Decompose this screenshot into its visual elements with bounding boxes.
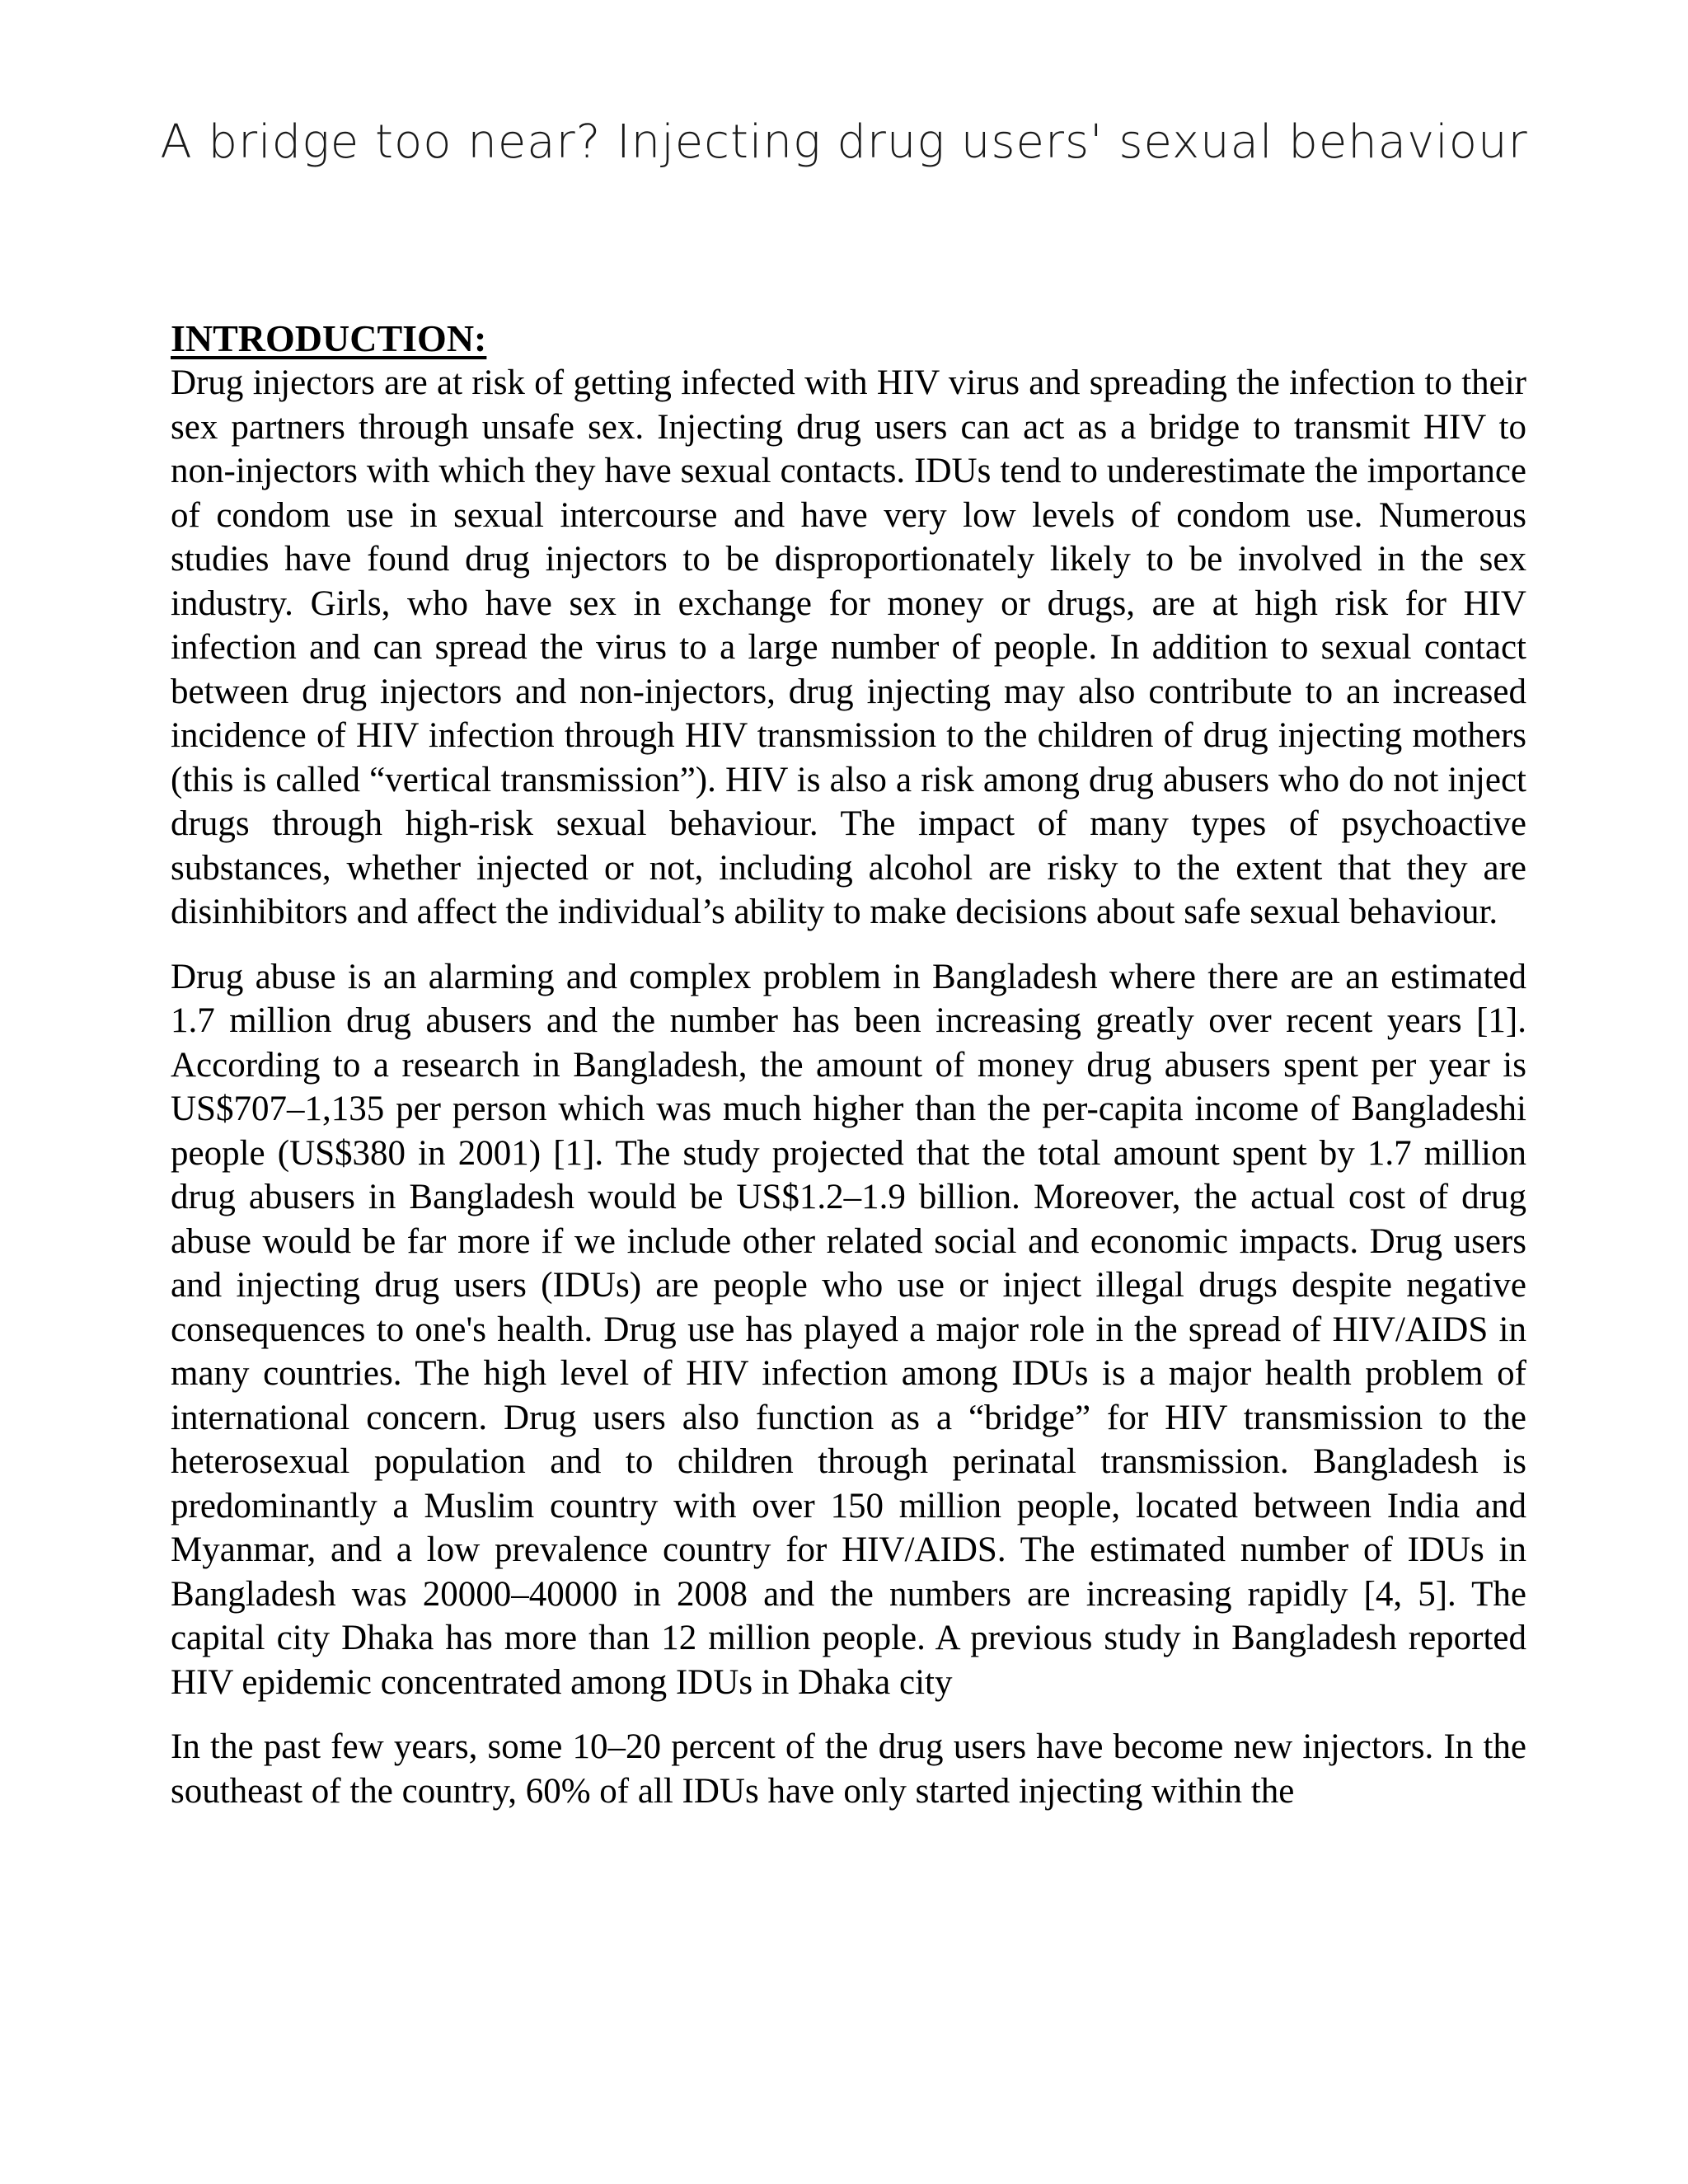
document-body	[171, 316, 1526, 1834]
paragraph-1: Drug injectors are at risk of getting infected with HIV virus and spreading the infection to their sex partners through unsafe sex. Injecting drug users can act as a bridge to transmit HIV to non-injectors with which they have sexual contacts. IDUs tend to underestimate the importance of condom use in sexual intercourse and have very low levels of condom use. Numerous studies have found drug injectors to be disproportionately likely to be involved in the sex industry. Girls, who have sex in exchange for money or drugs, are at high risk for HIV infection and can spread the virus to a large number of people. In addition to sexual contact between drug injectors and non-injectors, drug injecting may also contribute to an increased incidence of HIV infection through HIV transmission to the children of drug injecting mothers (this is called “vertical transmission”). HIV is also a risk among drug abusers who do not inject drugs through high-risk sexual behaviour. The impact of many types of psychoactive substances, whether injected or not, including alcohol are risky to the extent that they are disinhibitors and affect the individual’s ability to make decisions about safe sexual behaviour.	[171, 363, 1526, 931]
document-title: A bridge too near? Injecting drug users' sexual behaviour	[160, 115, 1528, 169]
paragraph-2: Drug abuse is an alarming and complex problem in Bangladesh where there are an estimated 1.7 million drug abusers and the number has been increasing greatly over recent years [1]. According to a research in Bangladesh, the amount of money drug abusers spent per year is US$707–1,135 per person which was much higher than the per-capita income of Bangladeshi people (US$380 in 2001) [1]. The study projected that the total amount spent by 1.7 million drug abusers in Bangladesh would be US$1.2–1.9 billion. Moreover, the actual cost of drug abuse would be far more if we include other related social and economic impacts. Drug users and injecting drug users (IDUs) are people who use or inject illegal drugs despite negative consequences to one's health. Drug use has played a major role in the spread of HIV/AIDS in many countries. The high level of HIV infection among IDUs is a major health problem of international concern. Drug users also function as a “bridge” for HIV transmission to the heterosexual population and to children through perinatal transmission. Bangladesh is predominantly a Muslim country with over 150 million people, located between India and Myanmar, and a low prevalence country for HIV/AIDS. The estimated number of IDUs in Bangladesh was 20000–40000 in 2008 and the numbers are increasing rapidly [4, 5]. The capital city Dhaka has more than 12 million people. A previous study in Bangladesh reported HIV epidemic concentrated among IDUs in Dhaka city	[171, 957, 1526, 1702]
paragraph-3: In the past few years, some 10–20 percent of the drug users have become new injectors. In the southeast of the country, 60% of all IDUs have only started injecting within the	[171, 1727, 1526, 1811]
section-heading-introduction: INTRODUCTION:	[171, 317, 487, 359]
